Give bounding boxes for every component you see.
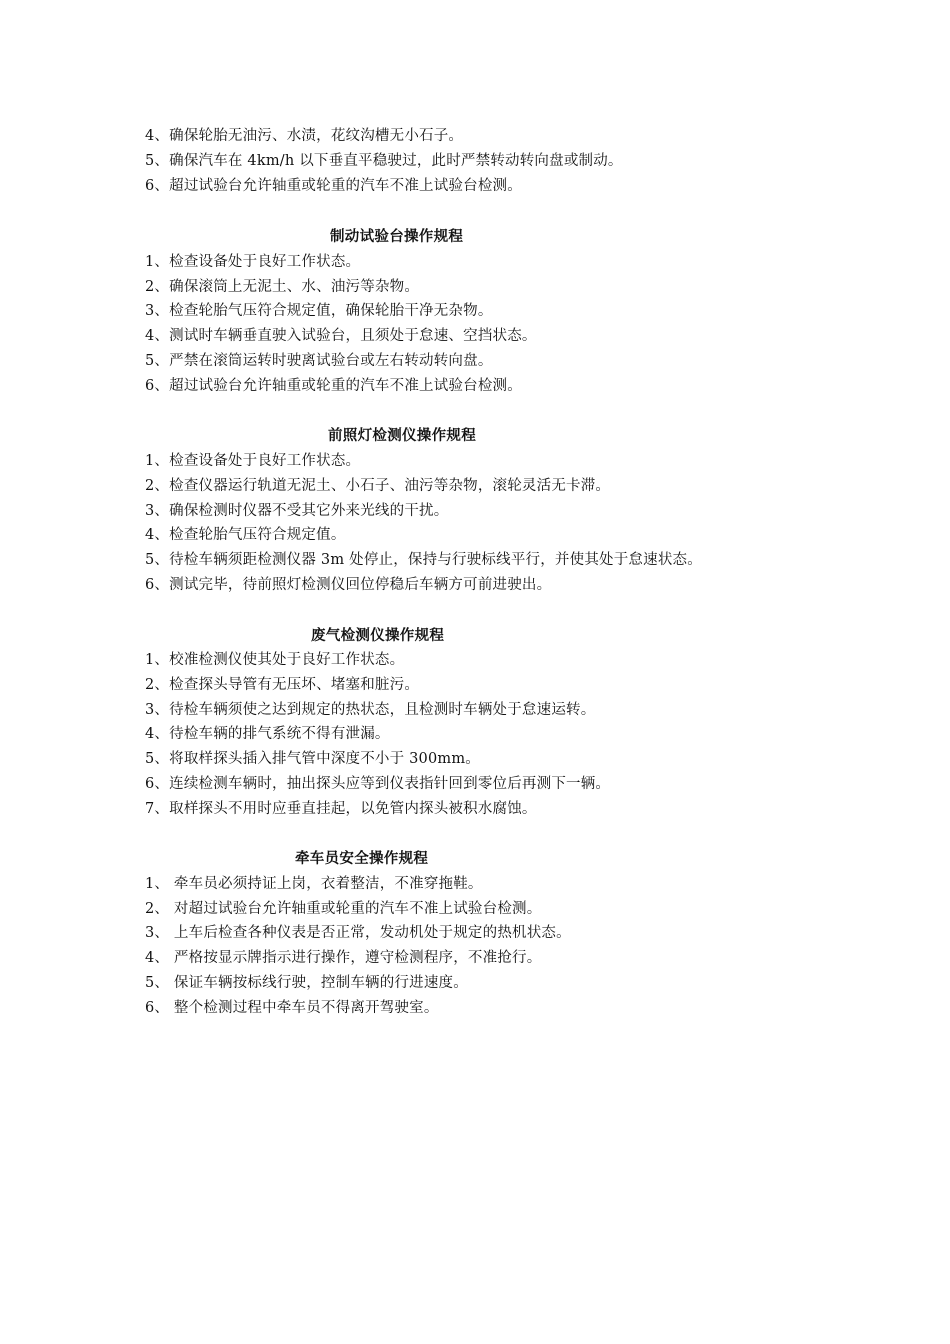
list-item: 3、待检车辆须使之达到规定的热状态，且检测时车辆处于怠速运转。 (145, 702, 596, 718)
section-title-headlamp-tester: 前照灯检测仪操作规程 (328, 427, 476, 444)
list-item: 1、校准检测仪使其处于良好工作状态。 (145, 652, 405, 668)
list-item: 2、 对超过试验台允许轴重或轮重的汽车不准上试验台检测。 (145, 901, 542, 917)
list-item: 5、将取样探头插入排气管中深度不小于 300mm。 (145, 751, 481, 767)
list-item: 5、严禁在滚筒运转时驶离试验台或左右转动转向盘。 (145, 353, 493, 369)
list-item: 7、取样探头不用时应垂直挂起，以免管内探头被积水腐蚀。 (145, 801, 537, 817)
intro-item: 4、确保轮胎无油污、水渍，花纹沟槽无小石子。 (145, 128, 464, 144)
list-item: 5、待检车辆须距检测仪器 3m 处停止，保持与行驶标线平行，并使其处于怠速状态。 (145, 552, 702, 568)
list-item: 1、 牵车员必须持证上岗，衣着整洁，不准穿拖鞋。 (145, 876, 483, 892)
list-item: 1、检查设备处于良好工作状态。 (145, 254, 361, 270)
list-item: 4、检查轮胎气压符合规定值。 (145, 527, 346, 543)
list-item: 4、测试时车辆垂直驶入试验台，且须处于怠速、空挡状态。 (145, 328, 537, 344)
list-item: 2、确保滚筒上无泥土、水、油污等杂物。 (145, 279, 420, 295)
section-title-brake-tester: 制动试验台操作规程 (330, 228, 464, 245)
list-item: 6、超过试验台允许轴重或轮重的汽车不准上试验台检测。 (145, 378, 522, 394)
list-item: 3、确保检测时仪器不受其它外来光线的干扰。 (145, 503, 449, 519)
list-item: 2、检查仪器运行轨道无泥土、小石子、油污等杂物，滚轮灵活无卡滞。 (145, 478, 611, 494)
section-title-driver-safety: 牵车员安全操作规程 (295, 850, 429, 867)
list-item: 4、待检车辆的排气系统不得有泄漏。 (145, 726, 390, 742)
intro-item: 6、超过试验台允许轴重或轮重的汽车不准上试验台检测。 (145, 178, 522, 194)
section-title-exhaust-analyzer: 废气检测仪操作规程 (311, 627, 445, 644)
list-item: 2、检查探头导管有无压坏、堵塞和脏污。 (145, 677, 420, 693)
list-item: 3、 上车后检查各种仪表是否正常，发动机处于规定的热机状态。 (145, 925, 571, 941)
intro-item: 5、确保汽车在 4km/h 以下垂直平稳驶过，此时严禁转动转向盘或制动。 (145, 153, 623, 169)
list-item: 6、测试完毕，待前照灯检测仪回位停稳后车辆方可前进驶出。 (145, 577, 552, 593)
list-item: 6、连续检测车辆时，抽出探头应等到仪表指针回到零位后再测下一辆。 (145, 776, 611, 792)
list-item: 6、 整个检测过程中牵车员不得离开驾驶室。 (145, 1000, 439, 1016)
list-item: 4、 严格按显示牌指示进行操作，遵守检测程序，不准抢行。 (145, 950, 542, 966)
list-item: 1、检查设备处于良好工作状态。 (145, 453, 361, 469)
list-item: 5、 保证车辆按标线行驶，控制车辆的行进速度。 (145, 975, 468, 991)
list-item: 3、检查轮胎气压符合规定值，确保轮胎干净无杂物。 (145, 303, 493, 319)
